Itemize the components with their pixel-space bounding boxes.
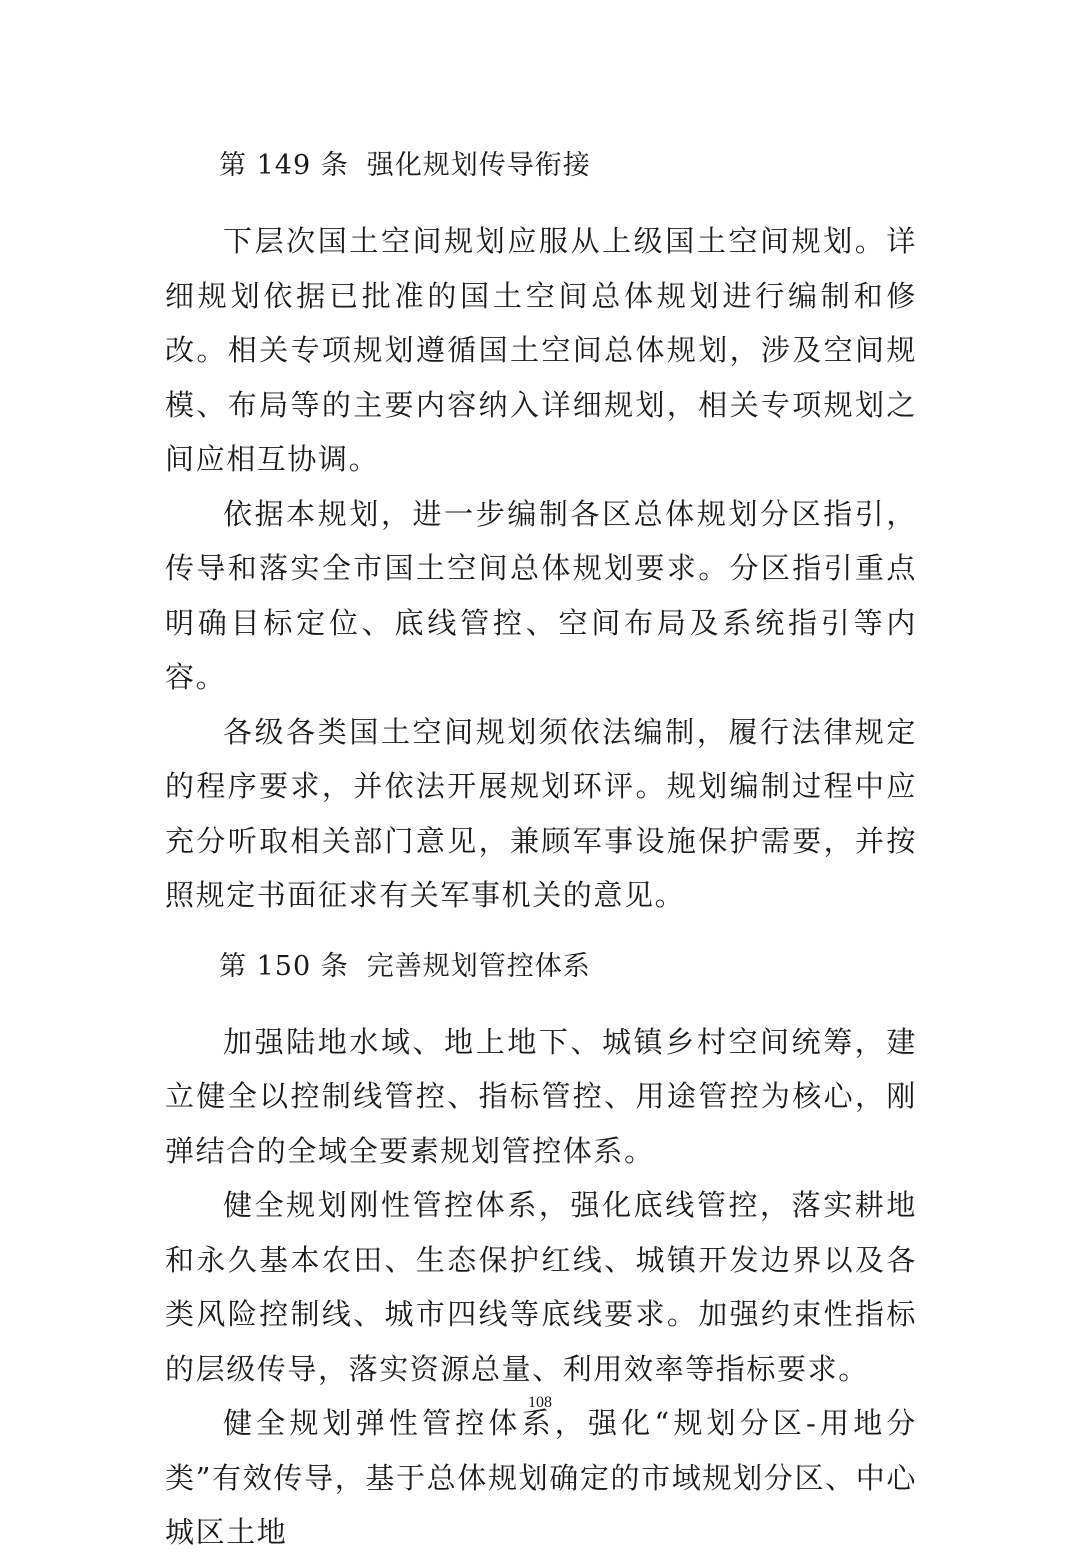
document-page — [165, 140, 917, 1560]
article-149-paragraph-1: 下层次国土空间规划应服从上级国土空间规划。详细规划依据已批准的国土空间总体规划进行编制和修改。相关专项规划遵循国土空间总体规划，涉及空间规模、布局等的主要内容纳入详细规划，相关专项规划之间应相互协调。 — [165, 224, 917, 476]
article-149-paragraph-3: 各级各类国土空间规划须依法编制，履行法律规定的程序要求，并依法开展规划环评。规划编制过程中应充分听取相关部门意见，兼顾军事设施保护需要，并按照规定书面征求有关军事机关的意见。 — [165, 714, 917, 912]
article-150-paragraph-1: 加强陆地水域、地上地下、城镇乡村空间统筹，建立健全以控制线管控、指标管控、用途管控为核心，刚弹结合的全域全要素规划管控体系。 — [165, 1024, 917, 1168]
page-number: 108 — [528, 1394, 552, 1411]
article-number: 第 150 条 — [219, 950, 349, 982]
article-number: 第 149 条 — [219, 150, 349, 181]
article-150-paragraph-3: 健全规划弹性管控体系，强化“规划分区-用地分类”有效传导，基于总体规划确定的市域规划分区、中心城区土地 — [165, 1406, 917, 1549]
article-title: 完善规划管控体系 — [366, 950, 591, 982]
article-150-heading — [165, 941, 917, 993]
article-title: 强化规划传导衔接 — [366, 150, 591, 181]
article-149-heading — [165, 140, 917, 192]
article-150-paragraph-2: 健全规划刚性管控体系，强化底线管控，落实耕地和永久基本农田、生态保护红线、城镇开发边界以及各类风险控制线、城市四线等底线要求。加强约束性指标的层级传导，落实资源总量、利用效率等指标要求。 — [165, 1188, 917, 1386]
article-149-paragraph-2: 依据本规划，进一步编制各区总体规划分区指引，传导和落实全市国土空间总体规划要求。分区指引重点明确目标定位、底线管控、空间布局及系统指引等内容。 — [165, 496, 917, 694]
